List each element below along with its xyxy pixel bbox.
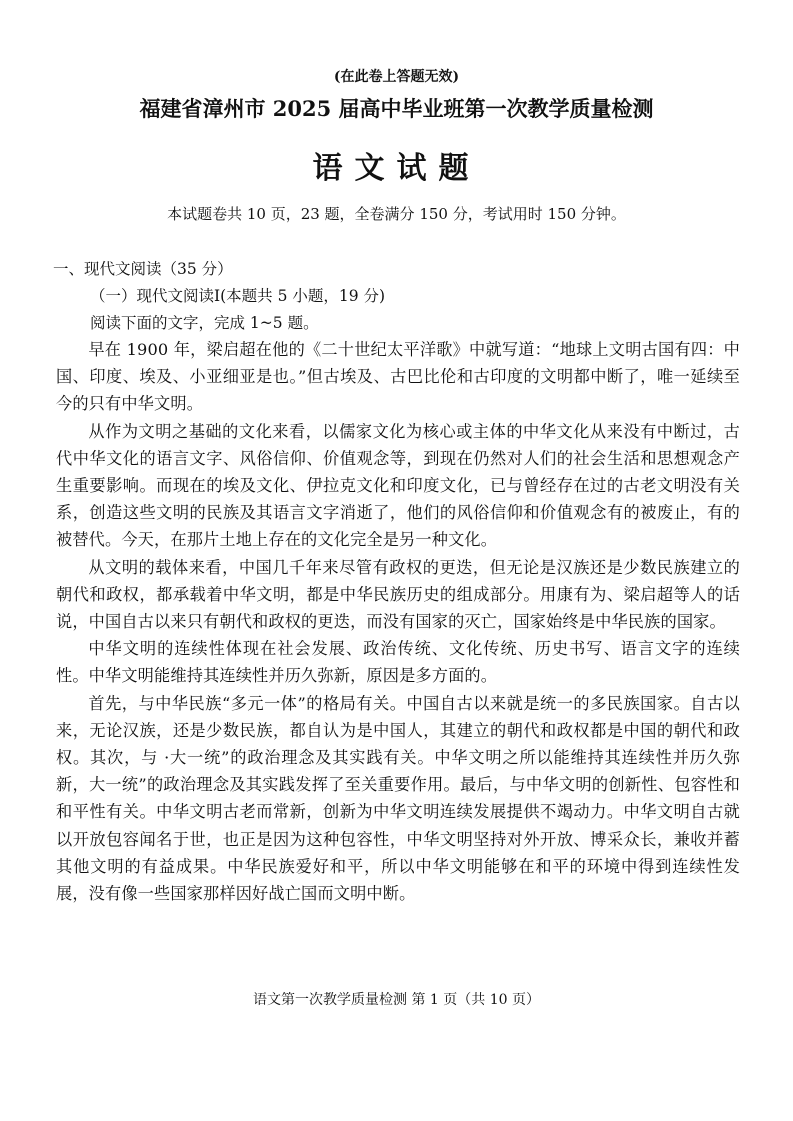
exam-header-title: 福建省漳州市 2025 届高中毕业班第一次教学质量检测 [139,96,654,121]
exam-info: 本试题卷共 10 页，23 题，全卷满分 150 分，考试用时 150 分钟。 [167,205,626,223]
passage-paragraph-5: 首先，与中华民族“多元一体”的格局有关。中国自古以来就是统一的多民族国家。自古以来，无论汉族，还是少数民族，都自认为是中国人，其建立的朝代和政权都是中国的朝代和政权。其次，与 ·大一统”的政治理念及其实践有关。中华文明之所以能维持其连续性并历久弥新，大一统”的政治理念及其实践发挥了至关重要作用。最后，与中华文明的创新性、包容性和和平性有关。中华文明古老而常新，创新为中华文明连续发展提供不竭动力。中华文明自古就以开放包容闻名于世，也正是因为这种包容性，中华文明坚持对外开放、博采众长，兼收并蓄其他文明的有益成果。中华民族爱好和平，所以中华文明能够在和平的环境中得到连续性发展，没有像一些国家那样因好战亡国而文明中断。 [56,693,740,904]
section-heading: 一、现代文阅读（35 分） [53,260,233,278]
subsection-heading: （一）现代文阅读Ⅰ(本题共 5 小题，19 分) [90,287,386,305]
passage-paragraph-2: 从作为文明之基础的文化来看，以儒家文化为核心或主体的中华文化从来没有中断过，古代中华文化的语言文字、风俗信仰、价值观念等，到现在仍然对人们的社会生活和思想观念产生重要影响。而现在的埃及文化、伊拉克文化和印度文化，已与曾经存在过的古老文明没有关系，创造这些文明的民族及其语言文字消逝了，他们的风俗信仰和价值观念有的被废止，有的被替代。今天，在那片土地上存在的文化完全是另一种文化。 [56,421,740,550]
page-footer: 语文第一次教学质量检测 第 1 页（共 10 页） [253,992,540,1008]
passage-paragraph-4: 中华文明的连续性体现在社会发展、政治传统、文化传统、历史书写、语言文字的连续性。中华文明能维持其连续性并历久弥新，原因是多方面的。 [56,639,740,686]
passage-paragraph-1: 早在 1900 年，梁启超在他的《二十世纪太平洋歌》中就写道：“地球上文明古国有四：中国、印度、埃及、小亚细亚是也。”但古埃及、古巴比伦和古印度的文明都中断了，唯一延续至今的只有中华文明。 [56,340,740,414]
subject-title: 语文试题 [312,151,481,186]
passage-paragraph-3: 从文明的载体来看，中国几千年来尽管有政权的更迭，但无论是汉族还是少数民族建立的朝代和政权，都承载着中华文明，都是中华民族历史的组成部分。用康有为、梁启超等人的话说，中国自古以来只有朝代和政权的更迭，而没有国家的灭亡，国家始终是中华民族的国家。 [56,557,740,632]
answer-invalid-notice: (在此卷上答题无效) [333,69,460,85]
reading-instruction: 阅读下面的文字，完成 1~5 题。 [90,314,319,332]
reading-passage [56,336,740,907]
